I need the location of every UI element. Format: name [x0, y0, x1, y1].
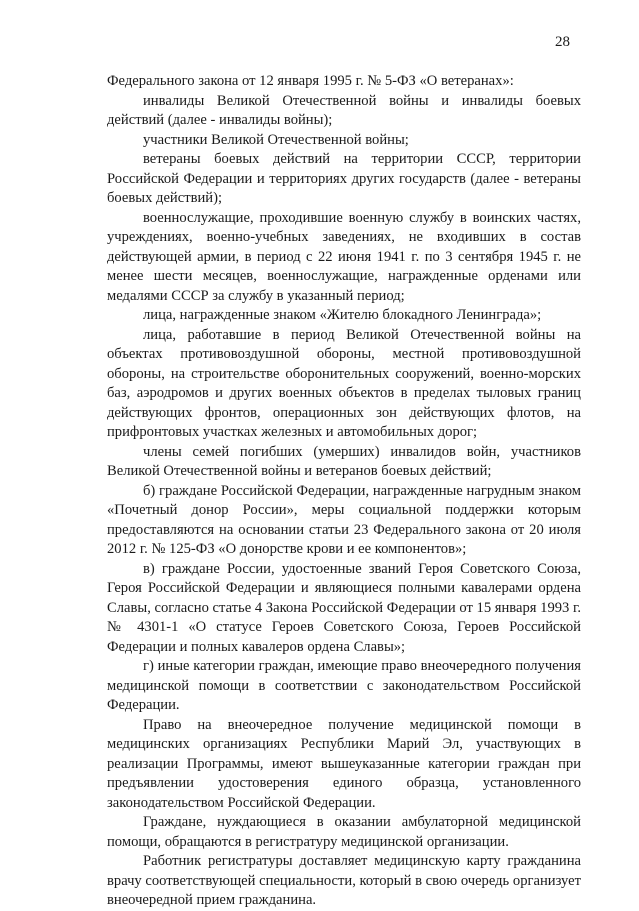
paragraph-war-invalids: инвалиды Великой Отечественной войны и инвалиды боевых действий (далее - инвалиды войны);	[107, 92, 581, 128]
document-body	[107, 72, 581, 911]
paragraph-war-participants: участники Великой Отечественной войны;	[143, 131, 409, 148]
paragraph-defense-workers: лица, работавшие в период Великой Отечественной войны на объектах противовоздушной обороны, местной противовоздушной обороны, на строительстве оборонительных сооружений, военно-морских баз, аэродромов и других военных объектов в пределах тыловых границ действующих фронтов, операционных зон действующих флотов, на прифронтовых участках железных и автомобильных дорог;	[107, 326, 581, 440]
paragraph-combat-veterans: ветераны боевых действий на территории СССР, территории Российской Федерации и территориях других государств (далее - ветераны боевых действий);	[107, 151, 581, 206]
paragraph-servicemen: военнослужащие, проходившие военную службу в воинских частях, учреждениях, военно-учебных заведениях, не входивших в состав действующей армии, в период с 22 июня 1941 г. по 3 сентября 1945 г. не менее шести месяцев, военнослужащие, награжденные орденами или медалями СССР за службу в указанный период;	[107, 209, 581, 304]
paragraph-outpatient-care: Граждане, нуждающиеся в оказании амбулаторной медицинской помощи, обращаются в регистратуру медицинской организации.	[107, 814, 581, 850]
paragraph-heroes: в) граждане России, удостоенные званий Героя Советского Союза, Героя Российской Федерации и являющиеся полными кавалерами ордена Славы, согласно статье 4 Закона Российской Федерации от 15 января 1993 г. № 4301-1 «О статусе Героев Советского Союза, Героев Российской Федерации и полных кавалеров ордена Славы»;	[107, 560, 581, 655]
paragraph-law-reference: Федерального закона от 12 января 1995 г. № 5-ФЗ «О ветеранах»:	[107, 73, 514, 89]
paragraph-priority-right: Право на внеочередное получение медицинской помощи в медицинских организациях Республики Марий Эл, участвующих в реализации Программы, имеют вышеуказанные категории граждан при предъявлении удостоверения единого образца, установленного законодательством Российской Федерации.	[107, 716, 581, 811]
page-number: 28	[555, 34, 570, 50]
paragraph-registry-worker: Работник регистратуры доставляет медицинскую карту гражданина врачу соответствующей специальности, который в свою очередь организует внеочередной прием гражданина.	[107, 853, 581, 908]
paragraph-leningrad-siege: лица, награжденные знаком «Жителю блокадного Ленинграда»;	[143, 307, 542, 323]
paragraph-other-categories: г) иные категории граждан, имеющие право внеочередного получения медицинской помощи в соответствии с законодательством Российской Федерации.	[107, 658, 581, 713]
paragraph-family-members: члены семей погибших (умерших) инвалидов войн, участников Великой Отечественной войны и ветеранов боевых действий;	[107, 443, 581, 479]
paragraph-honorary-donors: б) граждане Российской Федерации, награжденные нагрудным знаком «Почетный донор России», меры социальной поддержки которым предоставляются на основании статьи 23 Федерального закона от 20 июля 2012 г. № 125-ФЗ «О донорстве крови и ее компонентов»;	[107, 482, 581, 557]
